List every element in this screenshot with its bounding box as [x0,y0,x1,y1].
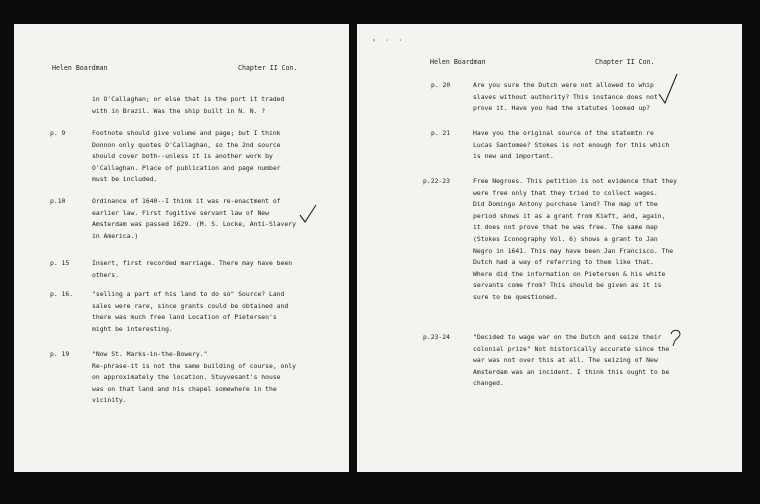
text-line: sure to be questioned. [473,292,558,301]
right-header-author: Helen Boardman [430,58,486,66]
text-line: vicinity. [92,396,127,405]
right-page [357,24,742,472]
text-line: changed. [473,379,504,388]
page-ref: p. 16. [50,290,74,298]
text-line: earlier law. First fugitive servant law of New [92,208,269,217]
text-line: war was not over this at all. The seizing of New [473,356,658,365]
top-marks: › · · [372,37,406,44]
question-mark-icon [669,328,683,348]
text-line: there was much free land Location of Pietersen's [92,313,277,322]
text-line: must be included. [92,175,158,184]
text-line: servants come from? This should be given as it is [473,281,662,290]
page-ref: p.10 [50,197,66,205]
text-line: is new and important. [473,152,554,161]
text-line: Where did the information on Pietersen & his white [473,269,666,278]
text-line: Re-phrase-it is not the same building of course, only [92,361,296,370]
text-line: in America.) [92,231,139,240]
page-ref: p. 19 [50,350,70,358]
text-line: Are you sure the Dutch were not allowed to whip [473,81,654,89]
text-line: Ordinance of 1640--I think it was re-enactment of [92,197,281,205]
left-header-chapter: Chapter II Con. [238,64,298,72]
text-line: Free Negroes. This petition is not evidence that they [473,177,677,185]
text-line: in O'Callaghan; or else that is the port it traded [92,95,285,103]
page-ref: p.23-24 [423,333,450,341]
text-line: Donnon only quotes O'Callaghan, so the 2nd source [92,140,281,149]
text-line: others. [92,270,119,279]
page-ref: p. 21 [431,129,451,137]
right-header-chapter: Chapter II Con. [595,58,655,66]
text-line: Dutch had a way of referring to them like that. [473,258,654,267]
text-line: Lucas Santomee? Stokes is not enough for this which [473,140,670,149]
text-line: O'Callaghan. Place of publication and page number [92,163,281,172]
text-line: on approximately the location. Stuyvesant's house [92,373,281,382]
text-line: colonial prize" Not historically accurate since the [473,344,670,353]
page-ref: p.22-23 [423,177,450,185]
text-line: slaves without authority? This instance does not [473,92,658,101]
text-line: Amsterdam was passed 1629. (M. S. Locke, Anti-Slavery [92,220,296,229]
text-line: Negro in 1641. This may have been Jan Francisco. The [473,246,674,255]
text-line: (Stokes Iconography Vol. 6) shows a grant to Jan [473,234,658,243]
text-line: were free only that they tried to collect wages. [473,188,658,197]
text-line: sales were rare, since grants could be obtained and [92,301,289,310]
page-ref: p. 9 [50,129,66,137]
checkmark-icon [298,203,318,225]
text-line: prove it. Have you had the statutes looked up? [473,104,650,113]
text-line: might be interesting. [92,324,173,333]
text-line: "selling a part of his land to do so" Source? Land [92,290,285,298]
text-line: Insert, first recorded marriage. There may have been [92,259,293,267]
text-line: Did Domingo Antony purchase land? The map of the [473,200,658,209]
text-line: "Now St. Marks-in-the-Bowery." [92,350,208,358]
text-line: should cover both--unless it is another work by [92,152,273,161]
text-line: Amsterdam was an incident. I think this ought to be [473,367,670,376]
text-line: with in Brazil. Was the ship built in N. N. ? [92,106,266,115]
page-ref: p. 20 [431,81,451,89]
text-line: "Decided to wage war on the Dutch and seize their [473,333,662,341]
left-header-author: Helen Boardman [52,64,108,72]
checkmark-icon [657,72,681,106]
text-line: Have you the original source of the statemtn re [473,129,654,137]
left-page [14,24,349,472]
page-ref: p. 15 [50,259,70,267]
text-line: Footnote should give volume and page; but I think [92,129,281,137]
text-line: period shows it as a grant from Kieft, and, again, [473,211,666,220]
text-line: it does not prove that he was free. The same map [473,223,658,232]
text-line: was on that land and his chapel somewhere in the [92,384,277,393]
